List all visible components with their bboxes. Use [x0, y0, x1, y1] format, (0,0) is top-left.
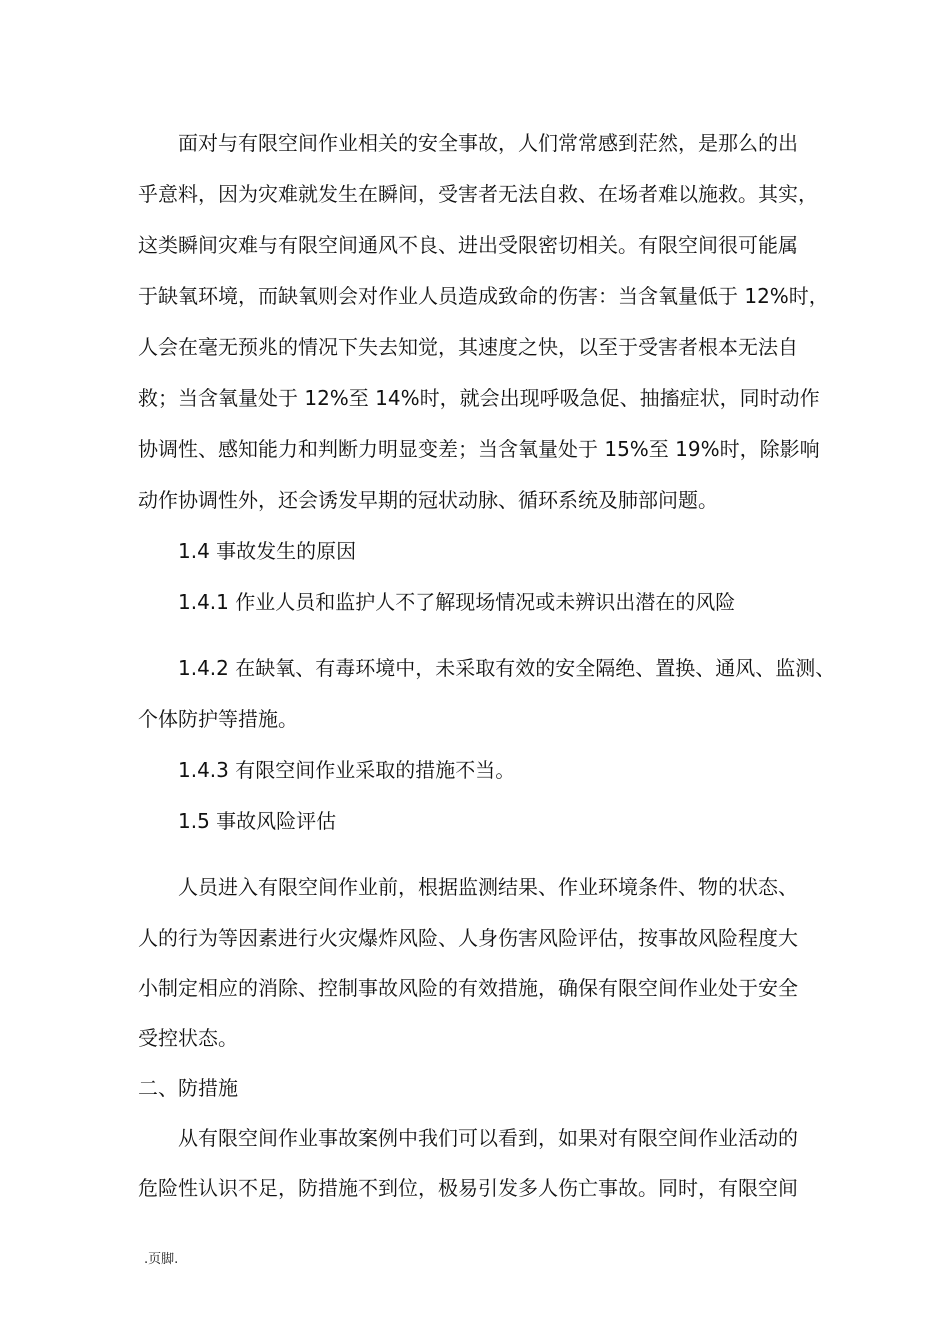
paragraph-line: 人的行为等因素进行火灾爆炸风险、人身伤害风险评估，按事故风险程度大: [138, 926, 798, 950]
paragraph-line: 面对与有限空间作业相关的安全事故，人们常常感到茫然，是那么的出: [138, 131, 798, 155]
item-1-4-3: 1.4.3 有限空间作业采取的措施不当。: [138, 758, 516, 782]
paragraph-line: 从有限空间作业事故案例中我们可以看到，如果对有限空间作业活动的: [138, 1126, 798, 1150]
paragraph-line: 受控状态。: [138, 1026, 238, 1050]
paragraph-line: 于缺氧环境，而缺氧则会对作业人员造成致命的伤害：当含氧量低于 12%时，: [138, 284, 829, 308]
paragraph-line: 这类瞬间灾难与有限空间通风不良、进出受限密切相关。有限空间很可能属: [138, 233, 798, 257]
item-1-4-2-line: 个体防护等措施。: [138, 707, 298, 731]
section-heading-1-4-1: 1.4.1 作业人员和监护人不了解现场情况或未辨识出潜在的风险: [138, 590, 736, 614]
section-heading-2: 二、防措施: [138, 1076, 238, 1100]
paragraph-line: 危险性认识不足，防措施不到位，极易引发多人伤亡事故。同时，有限空间: [138, 1176, 798, 1200]
paragraph-line: 协调性、感知能力和判断力明显变差；当含氧量处于 15%至 19%时，除影响: [138, 437, 820, 461]
item-1-4-2-line: 1.4.2 在缺氧、有毒环境中，未采取有效的安全隔绝、置换、通风、监测、: [138, 656, 836, 680]
paragraph-line: 人会在毫无预兆的情况下失去知觉，其速度之快，以至于受害者根本无法自: [138, 335, 798, 359]
paragraph-line: 救；当含氧量处于 12%至 14%时，就会出现呼吸急促、抽搐症状，同时动作: [138, 386, 820, 410]
paragraph-line: 动作协调性外，还会诱发早期的冠状动脉、循环系统及肺部问题。: [138, 488, 718, 512]
section-heading-1-5: 1.5 事故风险评估: [138, 809, 337, 833]
paragraph-line: 小制定相应的消除、控制事故风险的有效措施，确保有限空间作业处于安全: [138, 976, 798, 1000]
page-footer: .页脚.: [144, 1252, 179, 1267]
section-heading-1-4: 1.4 事故发生的原因: [138, 539, 357, 563]
paragraph-line: 人员进入有限空间作业前，根据监测结果、作业环境条件、物的状态、: [138, 875, 798, 899]
paragraph-line: 乎意料，因为灾难就发生在瞬间，受害者无法自救、在场者难以施救。其实，: [138, 182, 818, 206]
